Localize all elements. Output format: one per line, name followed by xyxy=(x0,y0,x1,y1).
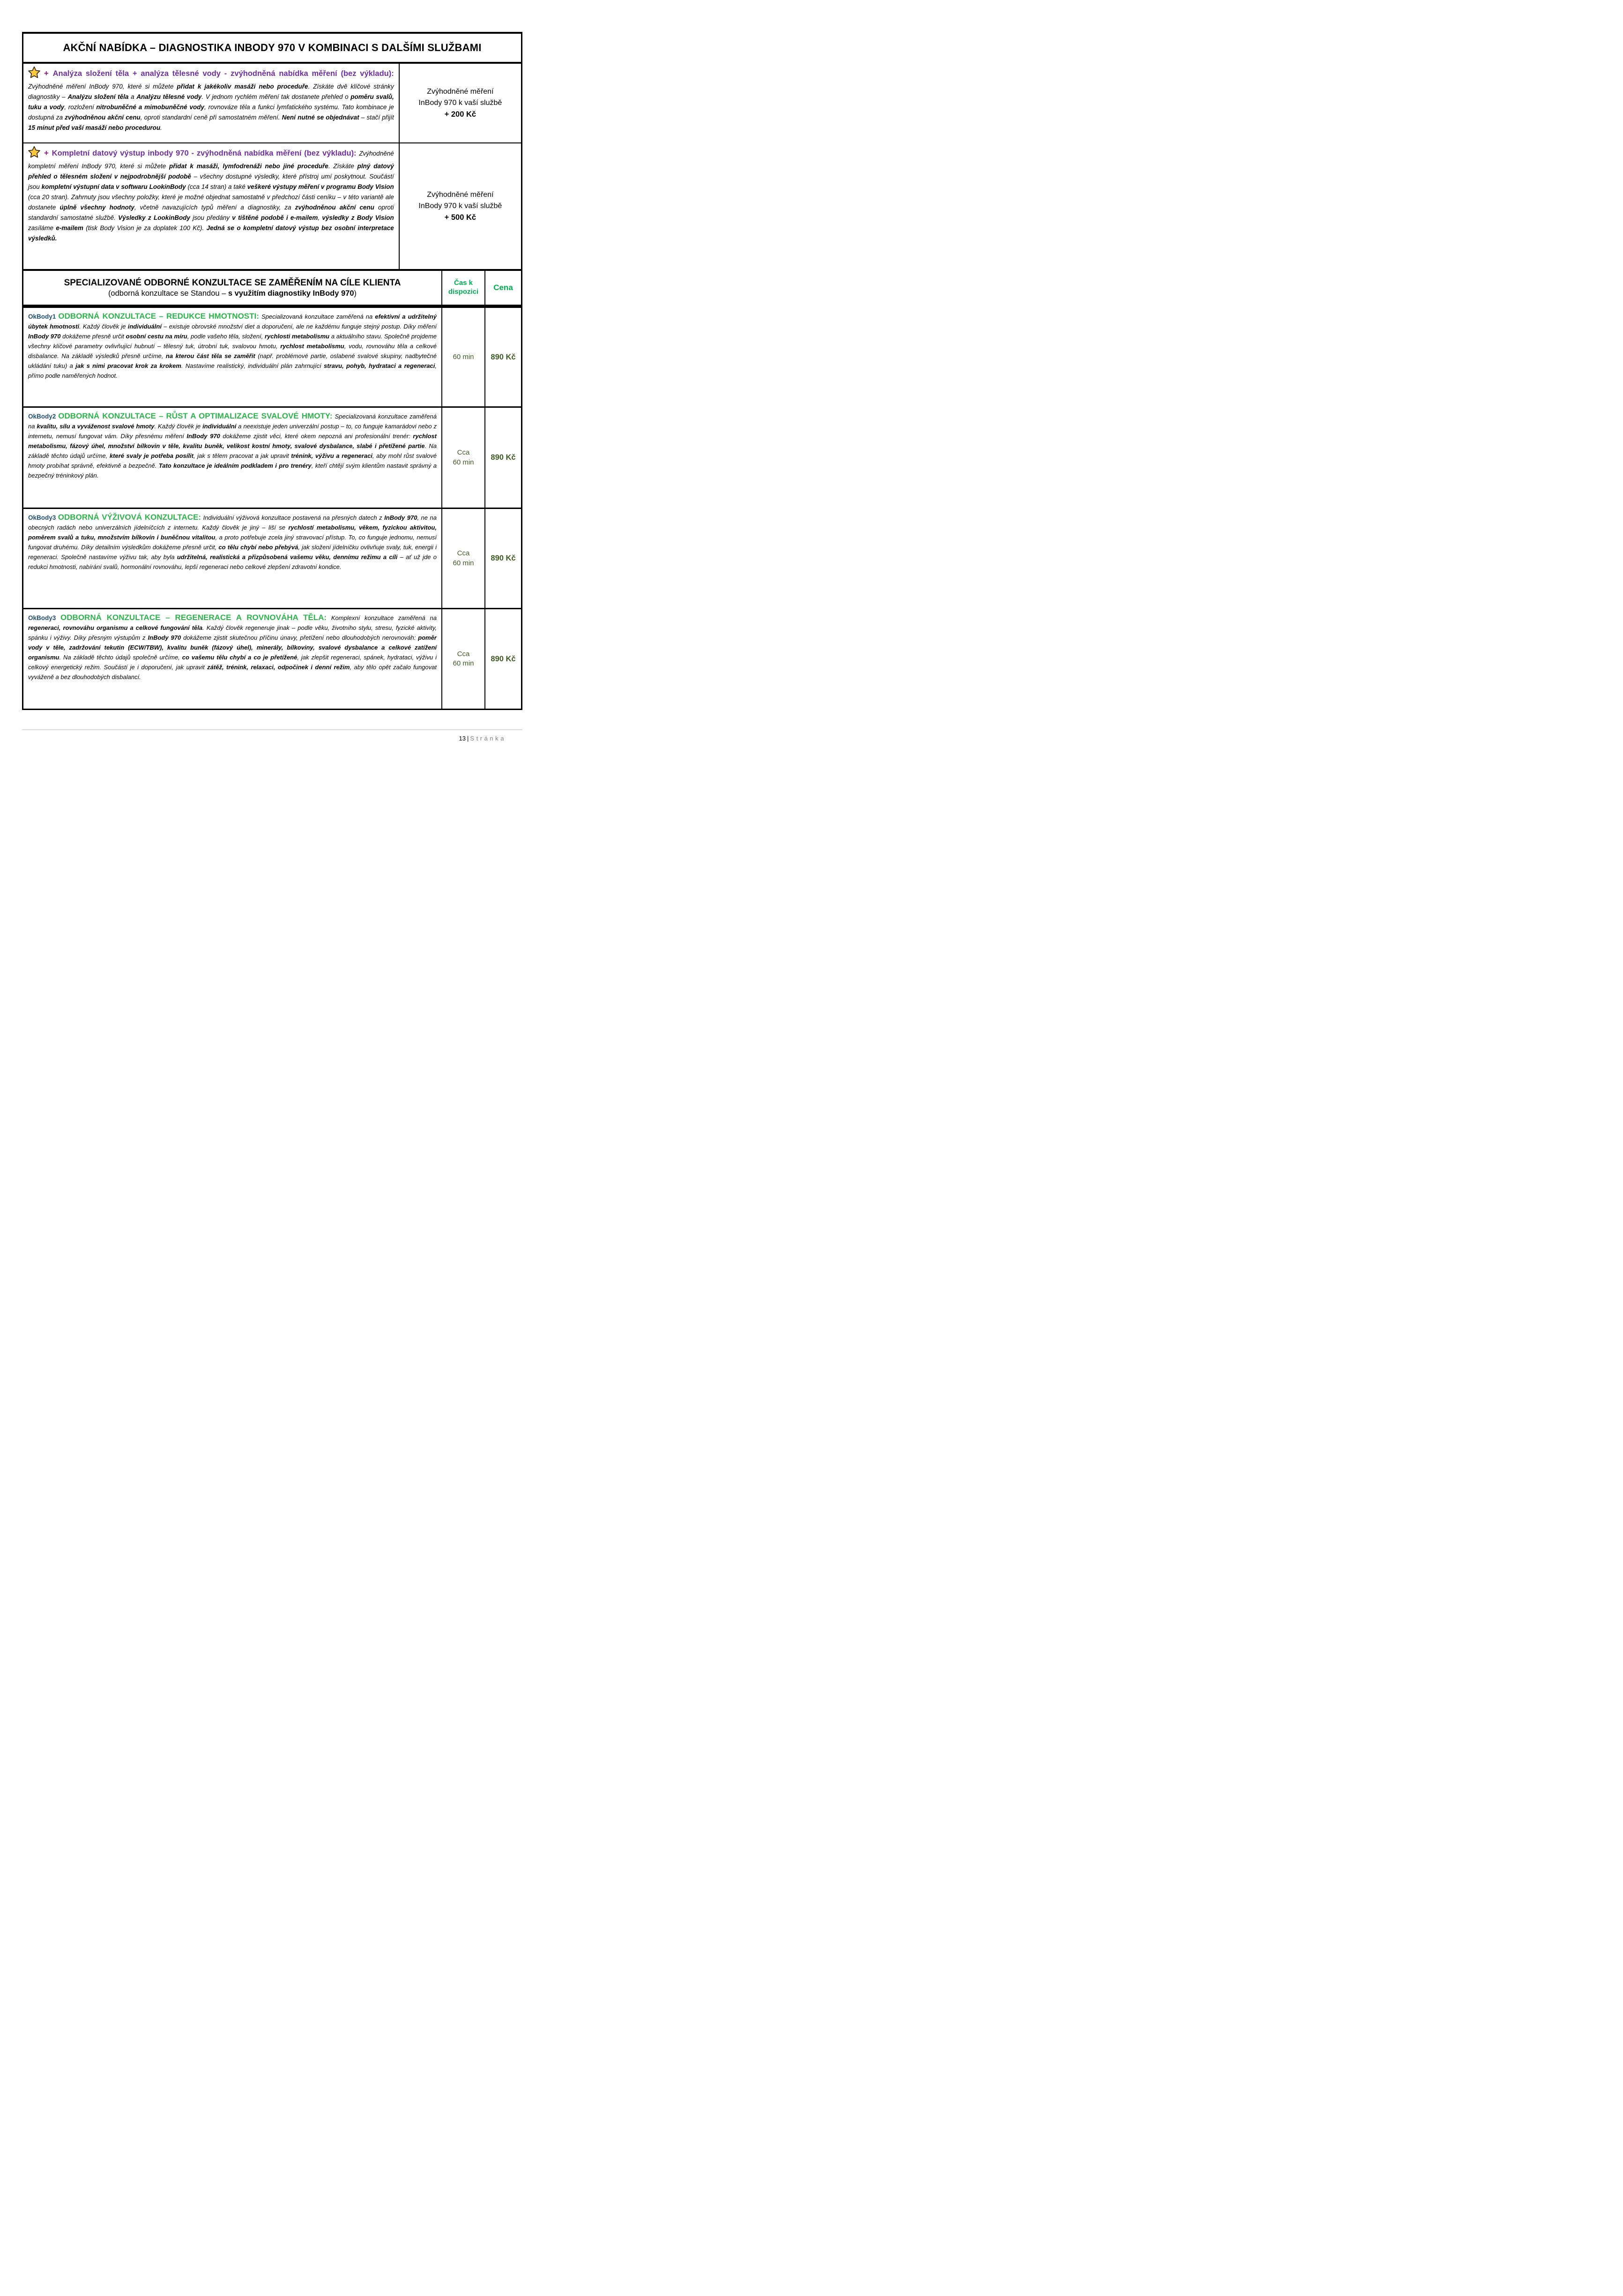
consult-code: OkBody2 xyxy=(28,413,56,420)
consult-description-cell xyxy=(23,308,441,406)
consult-title: ODBORNÁ KONZULTACE – RŮST A OPTIMALIZACE SVALOVÉ HMOTY: xyxy=(58,411,333,420)
offer-heading: Kompletní datový výstup inbody 970 - zvýhodněná nabídka měření (bez výkladu): xyxy=(52,149,359,157)
footer-divider xyxy=(22,729,522,730)
offer-body-text: Zvýhodněné kompletní měření InBody 970, které si můžete přidat k masáži, lymfodrenáži nebo jiné proceduře. Získáte plný datový přehled o tělesném složení v nejpodrobnější podobě – všechny dostupné výsledky, které přístroj umí poskytnout. Součástí jsou kompletní výstupní data v softwaru LookinBody (cca 14 stran) a také veškeré výstupy měření v programu Body Vision (cca 20 stran). Zahrnuty jsou všechny položky, které je možné objednat samostatně v předchozí části ceníku – v této variantě ale dostanete úplně všechny hodnoty, včetně navazujících typů měření a diagnostiky, za zvýhodněnou akční cenu oproti standardní samostatné službě. Výsledky z LookinBody jsou předány v tištěné podobě i e-mailem, výsledky z Body Vision zasíláme e-mailem (tisk Body Vision je za doplatek 100 Kč). Jedná se o kompletní datový výstup bez osobní interpretace výsledků. xyxy=(28,150,394,242)
consult-section-header xyxy=(23,269,521,307)
consult-body-text: Specializovaná konzultace zaměřená na efektivní a udržitelný úbytek hmotnosti. Každý člověk je individuální – existuje obrovské množství diet a doporučení, ale ne každému funguje stejný postup. Díky měření InBody 970 dokážeme přesně určit osobní cestu na míru, podle vašeho těla, složení, rychlosti metabolismu a aktuálního stavu. Společně projdeme všechny klíčové parametry ovlivňující hubnutí – tělesný tuk, útrobní tuk, svalovou hmotu, rychlost metabolismu, vodu, rovnováhu těla a celkové disbalance. Na základě výsledků přesně určíme, na kterou část těla se zaměřit (např. problémové partie, oslabené svalové skupiny, nadbytečné ukládání tuku) a jak s nimi pracovat krok za krokem. Nastavíme realistický, individuální plán zahrnující stravu, pohyb, hydrataci a regeneraci, přímo podle naměřených hodnot. xyxy=(28,313,437,379)
consult-description-cell xyxy=(23,408,441,508)
offer-price-cell xyxy=(399,143,521,269)
offer-body-text: Zvýhodněné měření InBody 970, které si můžete přidat k jakékoliv masáži nebo proceduře. Získáte dvě klíčové stránky diagnostiky – Analýzu složení těla a Analýzu tělesné vody. V jednom rychlém měření tak dostanete přehled o poměru svalů, tuku a vody, rozložení nitrobuněčné a mimobuněčné vody, rovnováze těla a funkci lymfatického systému. Tato kombinace je dostupná za zvýhodněnou akční cenu, oproti standardní ceně při samostatném měření. Není nutné se objednávat – stačí přijít 15 minut před vaší masáží nebo procedurou. xyxy=(28,83,394,131)
consult-price: 890 Kč xyxy=(484,609,521,709)
consult-code: OkBody1 xyxy=(28,313,56,320)
offer-table xyxy=(22,32,522,710)
consult-row-muscle-growth xyxy=(23,406,521,508)
page-title: AKČNÍ NABÍDKA – DIAGNOSTIKA INBODY 970 V KOMBINACI S DALŠÍMI SLUŽBAMI xyxy=(63,42,482,53)
consult-description-cell xyxy=(23,609,441,709)
section-subtitle: (odborná konzultace se Standou – s využitím diagnostiky InBody 970) xyxy=(108,289,357,298)
consult-row-nutrition xyxy=(23,508,521,608)
page-label: Stránka xyxy=(470,735,506,742)
table-title-row xyxy=(23,34,521,64)
consult-code: OkBody3 xyxy=(28,614,56,621)
consult-row-regeneration xyxy=(23,608,521,709)
plus-sign: + xyxy=(44,149,49,157)
offer-row-full-data xyxy=(23,142,521,269)
column-header-price: Cena xyxy=(484,271,521,305)
consult-price: 890 Kč xyxy=(484,308,521,406)
consult-time: Cca 60 min xyxy=(441,609,484,709)
consult-time: Cca 60 min xyxy=(441,509,484,608)
consult-time: 60 min xyxy=(441,308,484,406)
consult-body-text: Komplexní konzultace zaměřená na regeneraci, rovnováhu organismu a celkové fungování těla. Každý člověk regeneruje jinak – podle věku, životního stylu, stresu, fyzické aktivity, spánku i výživy. Díky přesným výstupům z InBody 970 dokážeme zjistit skutečnou příčinu únavy, přetížení nebo dlouhodobých nerovnováh: poměr vody v těle, zadržování tekutin (ECW/TBW), kvalitu buněk (fázový úhel), minerály, bílkoviny, svalové dysbalance a celkové zatížení organismu. Na základě těchto údajů společně určíme, co vašemu tělu chybí a co je přetížené, jak zlepšit regeneraci, spánek, hydrataci, výživu i celkový energetický režim. Součástí je i doporučení, jak upravit zátěž, trénink, relaxaci, odpočinek i denní režim, aby tělo opět začalo fungovat vyváženě a bez dlouhodobých disbalancí. xyxy=(28,614,437,681)
section-title-cell xyxy=(23,271,441,305)
consult-price: 890 Kč xyxy=(484,509,521,608)
consult-code: OkBody3 xyxy=(28,514,56,521)
star-icon xyxy=(28,146,40,161)
consult-time: Cca 60 min xyxy=(441,408,484,508)
page-footer xyxy=(459,735,506,742)
consult-body-text: Specializovaná konzultace zaměřená na kvalitu, sílu a vyváženost svalové hmoty. Každý člověk je individuální a neexistuje jeden univerzální postup – to, co funguje kamarádovi nebo z internetu, nemusí fungovat vám. Díky přesnému měření InBody 970 dokážeme zjistit věci, které okem nepozná ani profesionální trenér: rychlost metabolismu, fázový úhel, množství bílkovin v těle, kvalitu buněk, velikost kostní hmoty, svalové dysbalance, slabé i přetížené partie. Na základě těchto údajů určíme, které svaly je potřeba posílit, jak s tělem pracovat a jak upravit trénink, výživu a regeneraci, aby mohl růst svalové hmoty probíhat správně, efektivně a bezpečně. Tato konzultace je ideálním podkladem i pro trenéry, kteří chtějí svým klientům nastavit správný a bezpečný tréninkový plán. xyxy=(28,413,437,479)
plus-sign: + xyxy=(44,69,49,78)
page-number: 13 xyxy=(459,735,466,742)
consult-description-cell xyxy=(23,509,441,608)
consult-title: ODBORNÁ KONZULTACE – REDUKCE HMOTNOSTI: xyxy=(58,312,259,321)
consult-title: ODBORNÁ KONZULTACE – REGENERACE A ROVNOVÁHA TĚLA: xyxy=(60,613,327,622)
offer-price: + 200 Kč xyxy=(444,110,476,119)
column-header-time: Čas k dispozici xyxy=(441,271,484,305)
offer-price-cell xyxy=(399,64,521,142)
footer-separator: | xyxy=(467,735,469,742)
star-icon xyxy=(28,66,40,82)
offer-description-cell xyxy=(23,143,399,269)
offer-description-cell xyxy=(23,64,399,142)
offer-price: + 500 Kč xyxy=(444,213,476,222)
offer-row-body-water xyxy=(23,64,521,142)
section-title: SPECIALIZOVANÉ ODBORNÉ KONZULTACE SE ZAMĚŘENÍM NA CÍLE KLIENTA xyxy=(64,277,401,288)
price-note: Zvýhodněné měření InBody 970 k vaší službě xyxy=(418,190,502,210)
price-note: Zvýhodněné měření InBody 970 k vaší službě xyxy=(418,87,502,107)
consult-price: 890 Kč xyxy=(484,408,521,508)
consult-body-text: Individuální výživová konzultace postavená na přesných datech z InBody 970, ne na obecných radách nebo univerzálních jídelníčcích z internetu. Každý člověk je jiný – liší se rychlostí metabolismu, věkem, fyzickou aktivitou, poměrem svalů a tuku, množstvím bílkovin i buněčnou vitalitou, a proto potřebuje zcela jiný stravovací přístup. To, co funguje jednomu, nemusí fungovat druhému. Díky detailním výsledkům dokážeme přesně určit, co tělu chybí nebo přebývá, jak složení jídelníčku ovlivňuje svaly, tuk, energii i regeneraci. Společně nastavíme výživu tak, aby byla udržitelná, realistická a přizpůsobená vašemu věku, dennímu režimu a cíli – ať už jde o redukci hmotnosti, nabírání svalů, hormonální rovnováhu, lepší regeneraci nebo celkové zlepšení zdravotní kondice. xyxy=(28,514,437,570)
consult-row-weight-reduction xyxy=(23,307,521,406)
consult-title: ODBORNÁ VÝŽIVOVÁ KONZULTACE: xyxy=(58,513,201,522)
document-page xyxy=(0,0,541,765)
offer-heading: Analýza složení těla + analýza tělesné vody - zvýhodněná nabídka měření (bez výkladu): xyxy=(52,69,394,78)
